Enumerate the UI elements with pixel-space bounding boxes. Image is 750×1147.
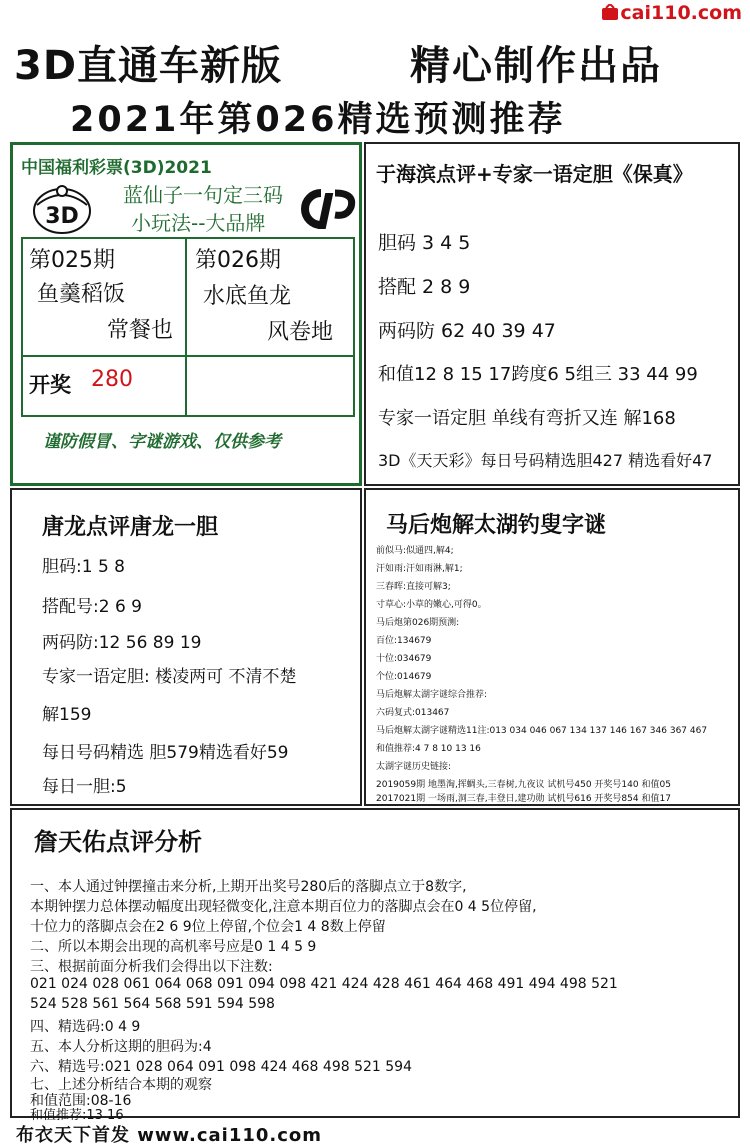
header-subtitle: 2021年第026精选预测推荐 [70,100,566,140]
lottery-title: 中国福利彩票(3D)2021 [21,158,212,178]
ma-row: 百位:134679 [376,636,432,646]
zhan-row: 十位力的落脚点会在2 6 9位上停留,个位会1 4 8数上停留 [30,919,386,935]
yu-panel [364,142,740,486]
yu-row: 胆码 3 4 5 [378,232,471,254]
zhan-row: 本期钟摆力总体摆动幅度出现轻微变化,注意本期百位力的落脚点会在0 4 5位停留, [30,899,537,915]
lottery-grid [21,237,355,417]
lottery-panel [10,142,362,486]
warning-text: 谨防假冒、字谜游戏、仅供参考 [43,432,281,452]
zhan-row: 和值范围:08-16 [30,1093,132,1109]
zhan-row: 524 528 561 564 568 591 594 598 [30,996,275,1012]
yu-row: 搭配 2 8 9 [378,276,471,298]
lottery-slogan-2: 小玩法--大品牌 [131,211,266,235]
header-left-title: 3D直通车新版 [14,43,283,89]
zhan-row: 四、精选码:0 4 9 [30,1019,141,1035]
footer-text: 布衣天下首发 www.cai110.com [16,1125,323,1146]
zhan-row: 和值推荐:13 16 [30,1108,124,1123]
tang-row: 胆码:1 5 8 [42,557,125,577]
ma-row: 马后炮解太湖字谜精选11注:013 034 046 067 134 137 146 167 346 367 467 [376,726,708,736]
tang-row: 两码防:12 56 89 19 [42,633,202,653]
ma-row: 前似马:似通四,解4; [376,546,454,556]
tang-row: 专家一语定胆: 楼凌两可 不清不楚 [42,667,297,687]
draw-value: 280 [91,367,133,392]
cur-period: 第026期 [195,248,281,273]
zhan-title: 詹天佑点评分析 [34,828,202,856]
ma-row: 十位:034679 [376,654,432,664]
tang-row: 解159 [42,705,92,725]
logo-3d-text: 3D [45,204,79,229]
prev-riddle-2: 常餐也 [107,318,174,343]
zhan-row: 七、上述分析结合本期的观察 [30,1077,212,1093]
zhan-row: 021 024 028 061 064 068 091 094 098 421 424 428 461 464 468 491 494 498 521 [30,976,618,992]
zhan-row: 一、本人通过钟摆撞击来分析,上期开出奖号280后的落脚点立于8数字, [30,879,467,895]
yu-title: 于海滨点评+专家一语定胆《保真》 [376,162,693,186]
ma-row: 马后炮第026期预测: [376,618,460,628]
cur-riddle-1: 水底鱼龙 [203,284,292,309]
ma-row: 2019059期 地墨淘,挥蜩头,三春树,九夜议 试机号450 开奖号140 和值05 [376,780,671,790]
cur-riddle-2: 风卷地 [267,320,334,345]
ma-row: 马后炮解太湖字谜综合推荐: [376,690,488,700]
ma-row: 和值推荐:4 7 8 10 13 16 [376,744,481,754]
yu-row: 两码防 62 40 39 47 [378,320,556,342]
ma-row: 个位:014679 [376,672,432,682]
site-url[interactable]: cai110.com [620,2,742,24]
cp-logo-icon [299,185,357,233]
lottery-slogan-1: 蓝仙子一句定三码 [123,183,283,207]
ma-row: 寸草心:小草的嫩心,可得0。 [376,600,487,610]
ma-row: 汗如雨:汗如雨淋,解1; [376,564,463,574]
site-logo-icon [600,4,622,24]
ma-row: 六码复式:013467 [376,708,450,718]
ma-row: 太湖字谜历史链接: [376,762,452,772]
zhan-row: 二、所以本期会出现的高机率号应是0 1 4 5 9 [30,939,317,955]
ma-title: 马后炮解太湖钓叟字谜 [386,513,607,538]
zhan-row: 六、精选号:021 028 064 091 098 424 468 498 521 594 [30,1059,412,1075]
zhan-row: 五、本人分析这期的胆码为:4 [30,1039,212,1055]
yu-row: 专家一语定胆 单线有弯折又连 解168 [378,408,676,429]
zhan-row: 三、根据前面分析我们会得出以下注数: [30,959,273,975]
ma-row: 三春晖:直接可解3; [376,582,451,592]
tang-title: 唐龙点评唐龙一胆 [42,515,219,540]
yu-row: 3D《天天彩》每日号码精选胆427 精选看好47 [378,451,713,470]
ma-row: 2017021期 一场雨,洞三春,丰登日,建功勋 试机号616 开奖号854 和值17 [376,794,671,804]
tang-row: 搭配号:2 6 9 [42,597,142,617]
ma-panel [364,488,740,806]
lottery-3d-logo [29,181,95,237]
draw-label: 开奖 [29,373,71,397]
tang-row: 每日号码精选 胆579精选看好59 [42,743,289,763]
tang-row: 每日一胆:5 [42,777,127,797]
prev-riddle-1: 鱼羹稻饭 [37,282,126,307]
yu-row: 和值12 8 15 17跨度6 5组三 33 44 99 [378,364,698,385]
prev-period: 第025期 [29,248,115,273]
tang-panel [10,488,362,806]
zhan-panel [10,808,740,1123]
header-right-title: 精心制作出品 [410,43,662,89]
